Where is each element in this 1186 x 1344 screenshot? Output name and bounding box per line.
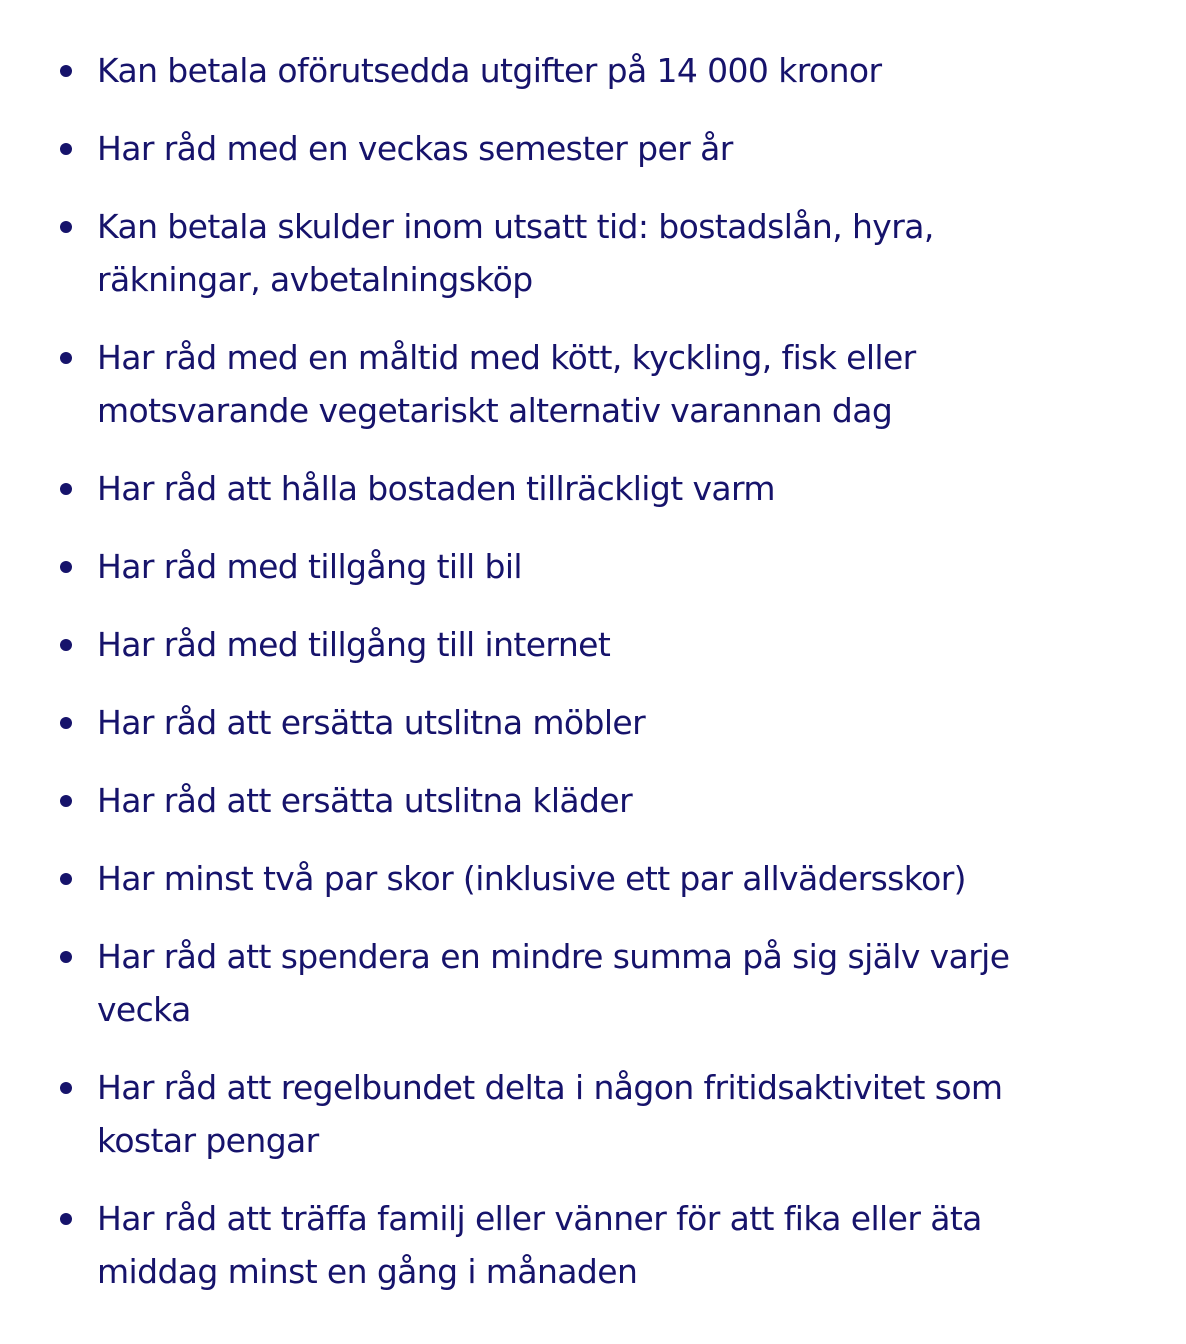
list-item-text: Kan betala oförutsedda utgifter på 14 000 kronor xyxy=(97,51,882,90)
list-item-text: Har råd att ersätta utslitna möbler xyxy=(97,703,646,742)
list-item-text: Har råd med en veckas semester per år xyxy=(97,129,733,168)
list-item xyxy=(0,1192,1186,1298)
bullet-icon xyxy=(60,639,72,651)
list-item-text: Har råd att regelbundet delta i någon fritidsaktivitet som kostar pengar xyxy=(97,1068,1003,1160)
bullet-icon xyxy=(60,873,72,885)
list-item xyxy=(0,44,1186,97)
list-item xyxy=(0,774,1186,827)
list-item-text: Har råd att ersätta utslitna kläder xyxy=(97,781,633,820)
list-item xyxy=(0,852,1186,905)
list-item xyxy=(0,200,1186,306)
list-item xyxy=(0,540,1186,593)
list-item-text: Har råd med tillgång till bil xyxy=(97,547,522,586)
bullet-icon xyxy=(60,951,72,963)
bullet-list xyxy=(0,44,1186,1323)
bullet-icon xyxy=(60,221,72,233)
bullet-icon xyxy=(60,483,72,495)
list-item-text: Kan betala skulder inom utsatt tid: bostadslån, hyra, räkningar, avbetalningsköp xyxy=(97,207,934,299)
bullet-icon xyxy=(60,1213,72,1225)
list-item-text: Har råd att hålla bostaden tillräckligt varm xyxy=(97,469,775,508)
bullet-icon xyxy=(60,65,72,77)
bullet-icon xyxy=(60,352,72,364)
list-item-text: Har råd med tillgång till internet xyxy=(97,625,611,664)
list-item-text: Har minst två par skor (inklusive ett par allvädersskor) xyxy=(97,859,966,898)
list-item-text: Har råd att träffa familj eller vänner för att fika eller äta middag minst en gång i månaden xyxy=(97,1199,982,1291)
bullet-icon xyxy=(60,1082,72,1094)
bullet-icon xyxy=(60,795,72,807)
list-item xyxy=(0,122,1186,175)
list-item xyxy=(0,331,1186,437)
bullet-icon xyxy=(60,561,72,573)
list-item xyxy=(0,618,1186,671)
bullet-icon xyxy=(60,143,72,155)
list-item-text: Har råd att spendera en mindre summa på sig själv varje vecka xyxy=(97,937,1010,1029)
list-item xyxy=(0,696,1186,749)
list-item xyxy=(0,930,1186,1036)
list-item xyxy=(0,1061,1186,1167)
list-item xyxy=(0,462,1186,515)
bullet-icon xyxy=(60,717,72,729)
list-item-text: Har råd med en måltid med kött, kyckling, fisk eller motsvarande vegetariskt alternativ varannan dag xyxy=(97,338,916,430)
